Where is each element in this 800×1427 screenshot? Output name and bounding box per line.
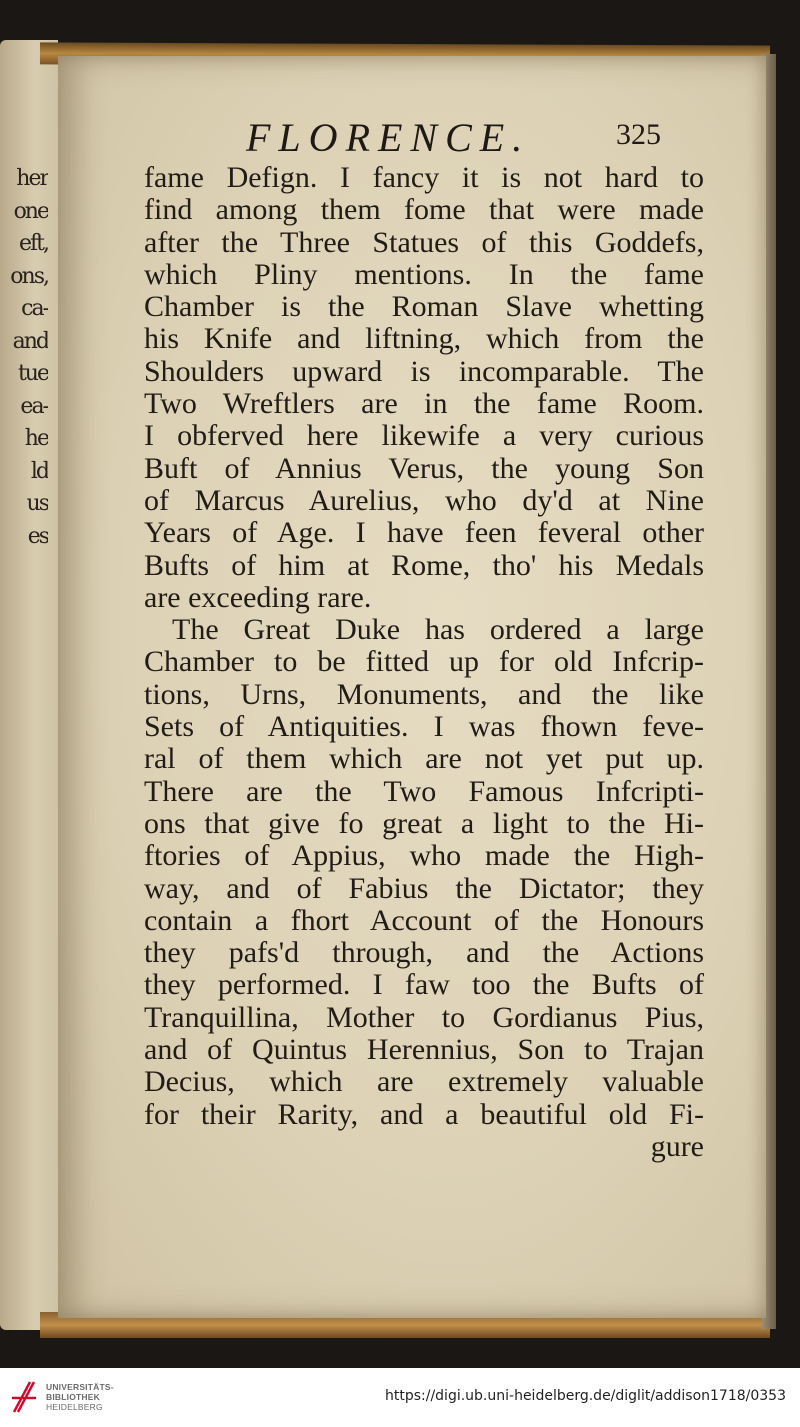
- text-line: ons that give fo great a light to the Hi-: [144, 806, 704, 840]
- permalink-url[interactable]: https://digi.ub.uni-heidelberg.de/diglit/addison1718/0353: [384, 1388, 786, 1404]
- text-line: are exceeding rare.: [144, 580, 372, 614]
- facing-page-fragment: ons,: [10, 263, 48, 289]
- text-line: Buft of Annius Verus, the young Son: [144, 451, 704, 485]
- facing-page-fragment: eft,: [19, 231, 48, 256]
- viewer-footer: [0, 1368, 800, 1427]
- text-line: Chamber is the Roman Slave whetting: [144, 290, 704, 324]
- text-line: which Pliny mentions. In the fame: [144, 257, 704, 291]
- text-line: Years of Age. I have feen feveral other: [144, 516, 704, 550]
- running-head: [58, 114, 766, 164]
- text-line: fame Defign. I fancy it is not hard to: [144, 161, 704, 194]
- text-line: Tranquillina, Mother to Gordianus Pius,: [144, 1000, 704, 1034]
- text-line: ral of them which are not yet put up.: [144, 742, 704, 776]
- text-line: I obferved here likewife a very curious: [144, 419, 704, 453]
- university-logo-icon: [10, 1378, 38, 1416]
- text-line: gure: [650, 1129, 704, 1163]
- text-line: his Knife and liftning, which from the: [144, 322, 704, 356]
- facing-page-fragment: her: [16, 166, 48, 191]
- facing-page-fragment: ld: [30, 458, 48, 484]
- text-line: after the Three Statues of this Goddefs,: [144, 225, 704, 259]
- library-name-line: BIBLIOTHEK: [46, 1392, 100, 1402]
- text-line: contain a fhort Account of the Honours: [144, 903, 704, 937]
- facing-page-fragment: es: [27, 523, 48, 549]
- text-line: Decius, which are extremely valuable: [144, 1065, 704, 1099]
- facing-page-fragment: ca-: [21, 296, 48, 321]
- text-line: way, and of Fabius the Dictator; they: [144, 871, 704, 905]
- running-title: FLORENCE.: [246, 115, 531, 160]
- book-page: [58, 56, 766, 1318]
- text-line: they performed. I faw too the Bufts of: [144, 968, 704, 1002]
- text-line: tions, Urns, Monuments, and the like: [144, 677, 704, 711]
- text-line: Sets of Antiquities. I was fhown feve-: [144, 710, 704, 744]
- library-name-line: UNIVERSITÄTS-: [46, 1382, 114, 1392]
- page-number: 325: [616, 118, 661, 151]
- facing-page-fragment: and: [12, 328, 48, 354]
- text-line: There are the Two Famous Infcripti-: [144, 774, 704, 808]
- library-name: [46, 1382, 114, 1412]
- text-line: find among them fome that were made: [144, 193, 704, 227]
- text-line: Two Wreftlers are in the fame Room.: [144, 387, 704, 421]
- body-text: [144, 162, 704, 1163]
- facing-page-fragment: tue: [17, 361, 48, 386]
- facing-page-fragment: he: [24, 426, 48, 451]
- text-line: Shoulders upward is incomparable. The: [144, 354, 704, 388]
- text-line: for their Rarity, and a beautiful old Fi-: [144, 1097, 704, 1131]
- text-line: they pafs'd through, and the Actions: [144, 936, 704, 970]
- text-line: and of Quintus Herennius, Son to Trajan: [144, 1033, 704, 1067]
- text-line: ftories of Appius, who made the High-: [144, 839, 704, 873]
- facing-page-fragment: ea-: [20, 393, 48, 419]
- facing-page-edge: [0, 40, 58, 1330]
- text-line: of Marcus Aurelius, who dy'd at Nine: [144, 483, 704, 517]
- text-line: Bufts of him at Rome, tho' his Medals: [144, 548, 704, 582]
- text-line: Chamber to be fitted up for old Infcrip-: [144, 645, 704, 679]
- library-name-line: HEIDELBERG: [46, 1402, 103, 1412]
- facing-page-fragment: one: [13, 198, 48, 224]
- text-line: The Great Duke has ordered a large: [172, 613, 704, 647]
- facing-page-fragment: us: [26, 491, 48, 516]
